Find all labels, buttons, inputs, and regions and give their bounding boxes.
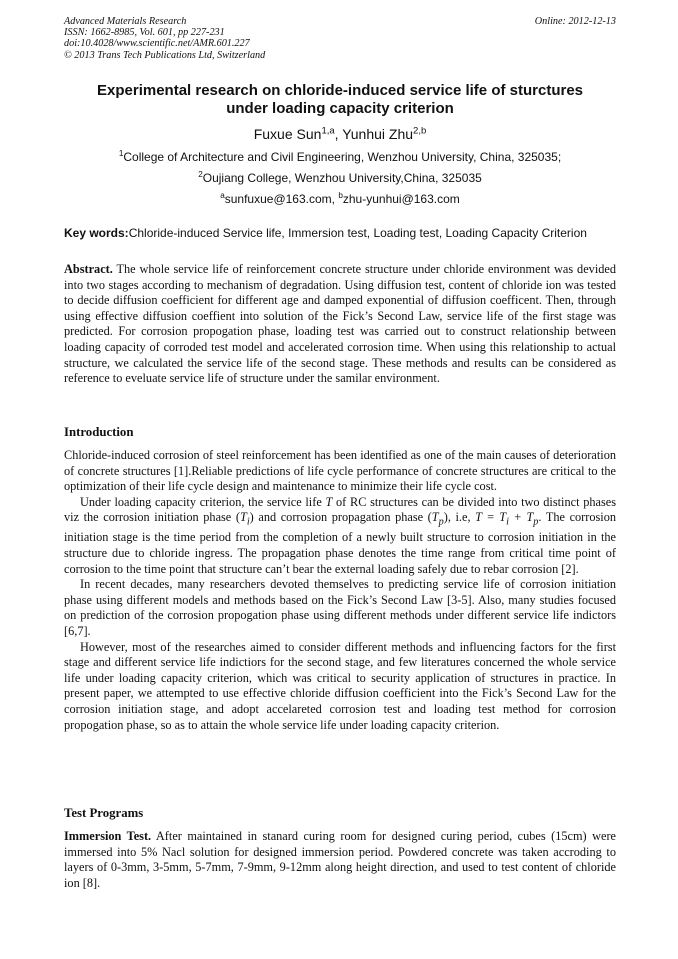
author-affiliation-mark: 1,a xyxy=(321,125,335,137)
email-link[interactable]: zhu-yunhui@163.com xyxy=(342,192,460,206)
author-affiliation-mark: 2,b xyxy=(413,125,427,137)
text-run: Under loading capacity criterion, the service life xyxy=(80,494,326,509)
keywords xyxy=(64,226,624,241)
text-run: ) and corrosion propagation phase ( xyxy=(249,510,432,525)
math-symbol: T xyxy=(325,494,333,509)
section-heading: Test Programs xyxy=(64,806,144,820)
paper-title xyxy=(64,82,616,118)
affiliation-mark: 1 xyxy=(118,149,124,158)
math-subscript: p xyxy=(438,516,444,528)
text-run: of RC structures can be divided into two distinct phases viz the corrosion initiation phase ( xyxy=(64,494,616,525)
online-date: Online: 2012-12-13 xyxy=(534,16,616,27)
math-equation: T = T xyxy=(475,510,507,525)
copyright-line: © 2013 Trans Tech Publications Ltd, Switzerland xyxy=(64,49,266,61)
abstract xyxy=(64,262,616,387)
affiliation-text: College of Architecture and Civil Engineering, Wenzhou University, China, 325035; xyxy=(123,150,562,164)
paragraph: Chloride-induced corrosion of steel reinforcement has been identified as one of the main causes of deterioration of concrete structures [1].Reliable predictions of life cycle performance of concrete structures are critical to the optimization of their life cycle design and maintenance to minimize their life cycle cost. xyxy=(64,448,616,494)
subsection-label: Immersion Test. xyxy=(64,829,152,843)
math-equation: + T xyxy=(508,510,534,525)
author-list xyxy=(64,125,616,143)
title-line-1: Experimental research on chloride-induced service life of sturctures xyxy=(97,82,583,99)
abstract-label: Abstract. xyxy=(64,262,113,276)
test-programs-body xyxy=(64,829,616,891)
title-line-2: under loading capacity criterion xyxy=(226,100,454,117)
math-symbol: T xyxy=(431,510,439,525)
text-run: After maintained in stanard curing room for designed curing period, cubes (15cm) were immersed into 5% Nacl solution for designed immersion period. Powdered concrete was taken accroding to layers of 0-3mm, 3-5mm, 5-7mm, 7-9mm, 9-12mm along height direction, and used to test content of chloride ion [8]. xyxy=(64,829,616,890)
doi-line: doi:10.4028/www.scientific.net/AMR.601.227 xyxy=(64,38,250,50)
journal-name: Advanced Materials Research xyxy=(64,16,187,27)
email-link[interactable]: sunfuxue@163.com, xyxy=(224,192,339,206)
math-subscript: i xyxy=(246,516,250,528)
issn-line: ISSN: 1662-8985, Vol. 601, pp 227-231 xyxy=(64,27,225,39)
section-heading: Introduction xyxy=(64,425,134,439)
paragraph: However, most of the researches aimed to consider different methods and influencing factors for the first stage and different service life indictiors for the second stage, and few literatures concerned the whole service life under loading capacity criterion, which was critical to security application of structures in practice. In present paper, we attempted to use effective chloride diffusion coefficient into the Fick’s Second Law for the corrosion initiation stage, and adopt accelareted corrosion test and loading test method for corrosion propogation phase, so as to attain the whole service life under loading capacity criterion. xyxy=(64,639,616,732)
affiliation-text: Oujiang College, Wenzhou University,China, 325035 xyxy=(202,171,482,185)
text-run: . The corrosion initiation stage is the time period from the completion of a newly built structure to corrosion initiation in the structure due to chloride ingress. The propagation phase denotes the time range from critical time point of corrosion to the time point that structure can’t bear the external loading safely due to rebar corrosion [2]. xyxy=(64,510,617,576)
affiliation-2 xyxy=(64,171,616,186)
affiliation-1 xyxy=(64,150,616,165)
paragraph xyxy=(64,829,616,891)
author-name: Fuxue Sun xyxy=(253,126,322,142)
keywords-text: Chloride-induced Service life, Immersion test, Loading test, Loading Capacity Criterion xyxy=(128,226,587,240)
email-mark: b xyxy=(338,191,343,200)
keywords-label: Key words: xyxy=(64,226,129,240)
abstract-text: The whole service life of reinforcement concrete structure under chloride environment was devided into two stages according to mechanism of degradation. Using diffusion test, content of chloride ion was tested to decide diffusion coefficient for different age and damped exponential of diffusion coefficent. Then, through using effective diffusion coeffient into solution of the Fick’s Second Law, service life of the first stage was predicted. For corrosion propogation phase, loading test was carried out to construct relationship between loading capacity of corroded test model and accelerated corrosion time. When using this relationship to actual structure, we calculated the service life of the second stage. These methods and results can be considered as reference to eveluate service life of structure under the samilar environment. xyxy=(64,262,616,386)
paragraph xyxy=(64,495,616,577)
text-run: ), i.e, xyxy=(443,510,471,525)
author-separator: , xyxy=(334,126,343,142)
author-name: Yunhui Zhu xyxy=(342,126,414,142)
math-symbol: T xyxy=(239,510,247,525)
paragraph: In recent decades, many researchers devoted themselves to predicting service life of corrosion initiation phase using different models and methods based on the Fick’s Second Law [3-5]. Also, many studies focused on prediction of the corrosion propogation phase using different methods under different service life indictors [6,7]. xyxy=(64,577,616,638)
introduction-body xyxy=(64,448,616,733)
math-subscript: p xyxy=(533,516,539,528)
journal-header xyxy=(64,16,616,61)
affiliation-mark: 2 xyxy=(198,170,203,179)
email-mark: a xyxy=(220,191,225,200)
author-emails xyxy=(64,192,616,207)
math-subscript: i xyxy=(506,516,509,528)
